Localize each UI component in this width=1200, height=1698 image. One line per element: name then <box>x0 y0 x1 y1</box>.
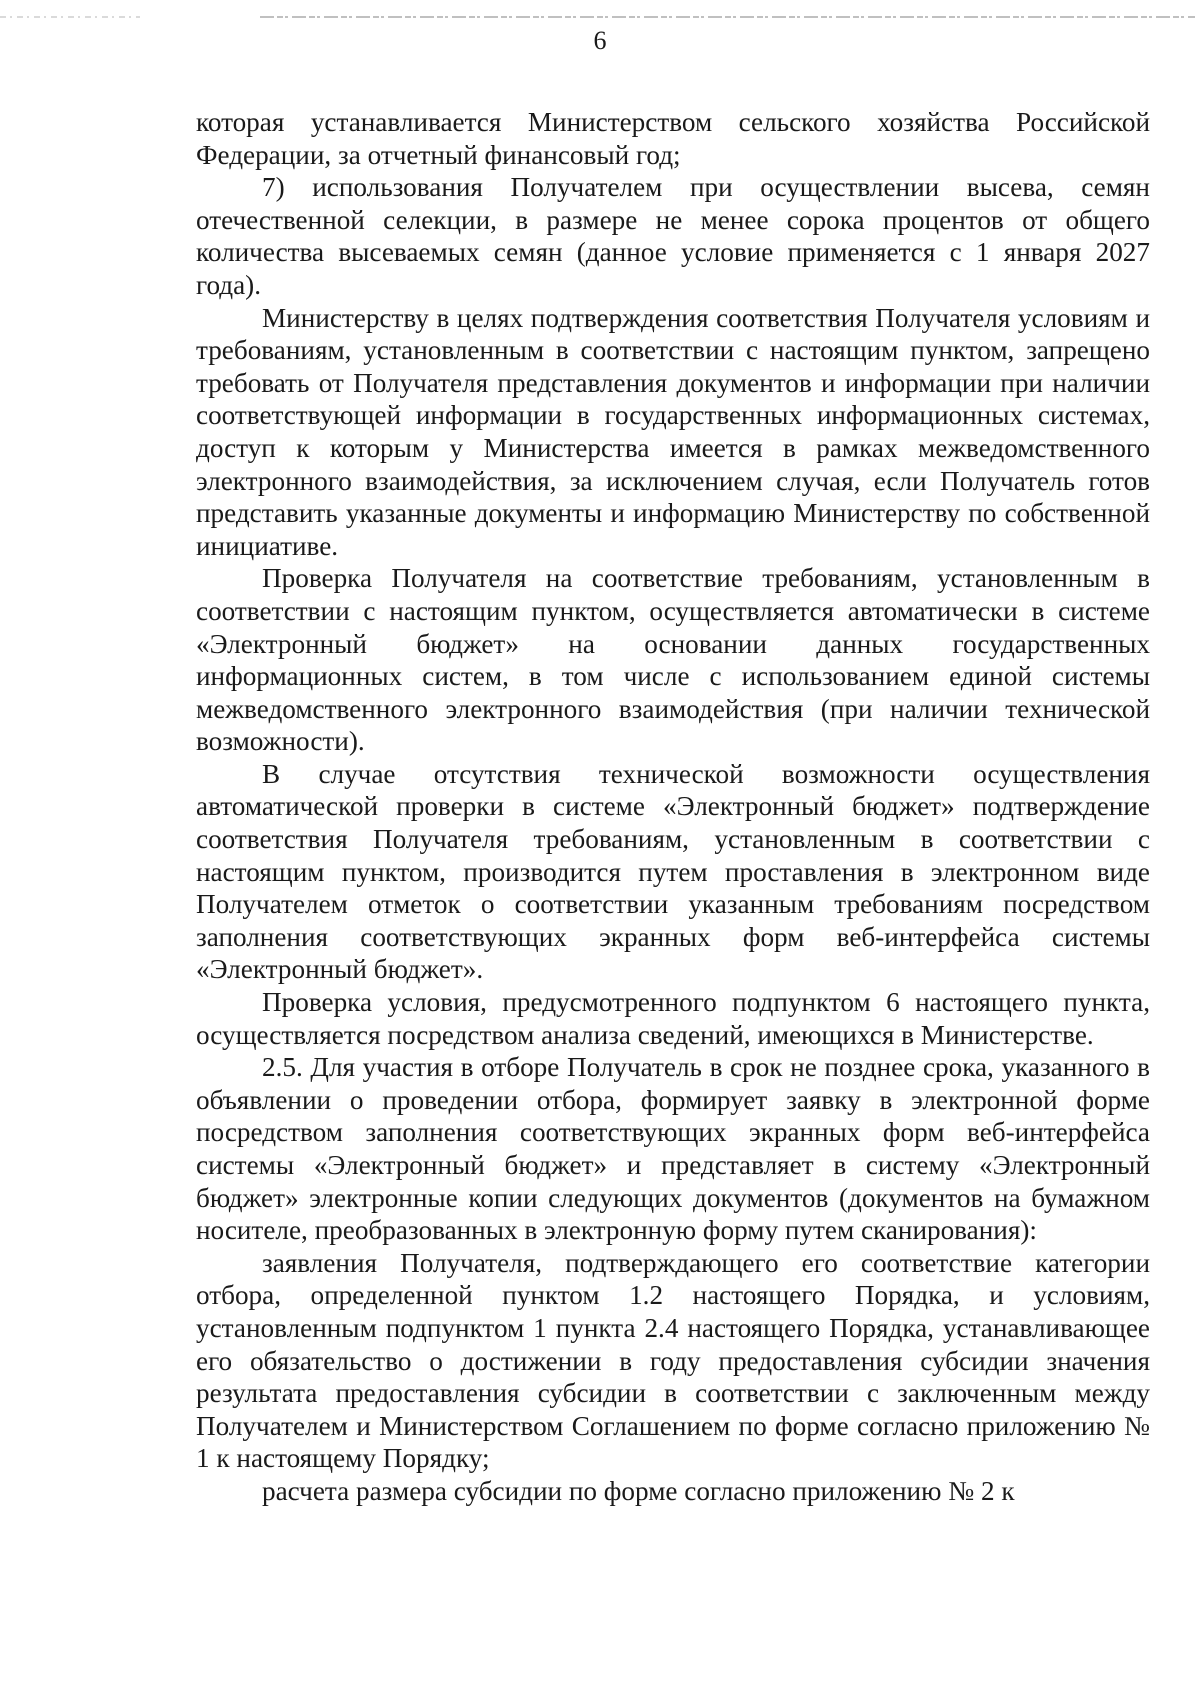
paragraph-continuation: которая устанавливается Министерством сельского хозяйства Российской Федерации, за отчетный финансовый год; <box>196 107 1150 170</box>
paragraph-condition-check: Проверка условия, предусмотренного подпунктом 6 настоящего пункта, осуществляется посредством анализа сведений, имеющихся в Министерстве. <box>196 987 1150 1050</box>
scan-artifact-line <box>0 14 1200 20</box>
document-body <box>196 106 1150 1508</box>
page-number: 6 <box>593 26 607 55</box>
paragraph-item-7: 7) использования Получателем при осуществлении высева, семян отечественной селекции, в размере не менее сорока процентов от общего количества высеваемых семян (данное условие применяется с 1 января 2027 года). <box>196 172 1150 300</box>
paragraph-automatic-check: Проверка Получателя на соответствие требованиям, установленным в соответствии с настоящим пунктом, осуществляется автоматически в системе «Электронный бюджет» на основании данных государственных информационных систем, в том числе с использованием единой системы межведомственного электронного взаимодействия (при наличии технической возможности). <box>196 563 1150 757</box>
paragraph-section-2-5: 2.5. Для участия в отборе Получатель в срок не позднее срока, указанного в объявлении о проведении отбора, формирует заявку в электронной форме посредством заполнения соответствующих экранных форм веб-интерфейса системы «Электронный бюджет» и представляет в систему «Электронный бюджет» электронные копии следующих документов (документов на бумажном носителе, преобразованных в электронную форму путем сканирования): <box>196 1052 1150 1246</box>
paragraph-subsidy-calculation: расчета размера субсидии по форме согласно приложению № 2 к <box>262 1475 1015 1506</box>
paragraph-ministry-restriction: Министерству в целях подтверждения соответствия Получателя условиям и требованиям, установленным в соответствии с настоящим пунктом, запрещено требовать от Получателя представления документов и информации при наличии соответствующей информации в государственных информационных системах, доступ к которым у Министерства имеется в рамках межведомственного электронного взаимодействия, за исключением случая, если Получатель готов представить указанные документы и информацию Министерству по собственной инициативе. <box>196 302 1150 561</box>
paragraph-application-statement: заявления Получателя, подтверждающего его соответствие категории отбора, определенной пунктом 1.2 настоящего Порядка, и условиям, установленным подпунктом 1 пункта 2.4 настоящего Порядка, устанавливающее его обязательство о достижении в году предоставления субсидии значения результата предоставления субсидии в соответствии с заключенным между Получателем и Министерством Соглашением по форме согласно приложению № 1 к настоящему Порядку; <box>196 1247 1150 1474</box>
paragraph-manual-check: В случае отсутствия технической возможности осуществления автоматической проверки в системе «Электронный бюджет» подтверждение соответствия Получателя требованиям, установленным в соответствии с настоящим пунктом, производится путем проставления в электронном виде Получателем отметок о соответствии указанным требованиям посредством заполнения соответствующих экранных форм веб-интерфейса системы «Электронный бюджет». <box>196 758 1150 985</box>
